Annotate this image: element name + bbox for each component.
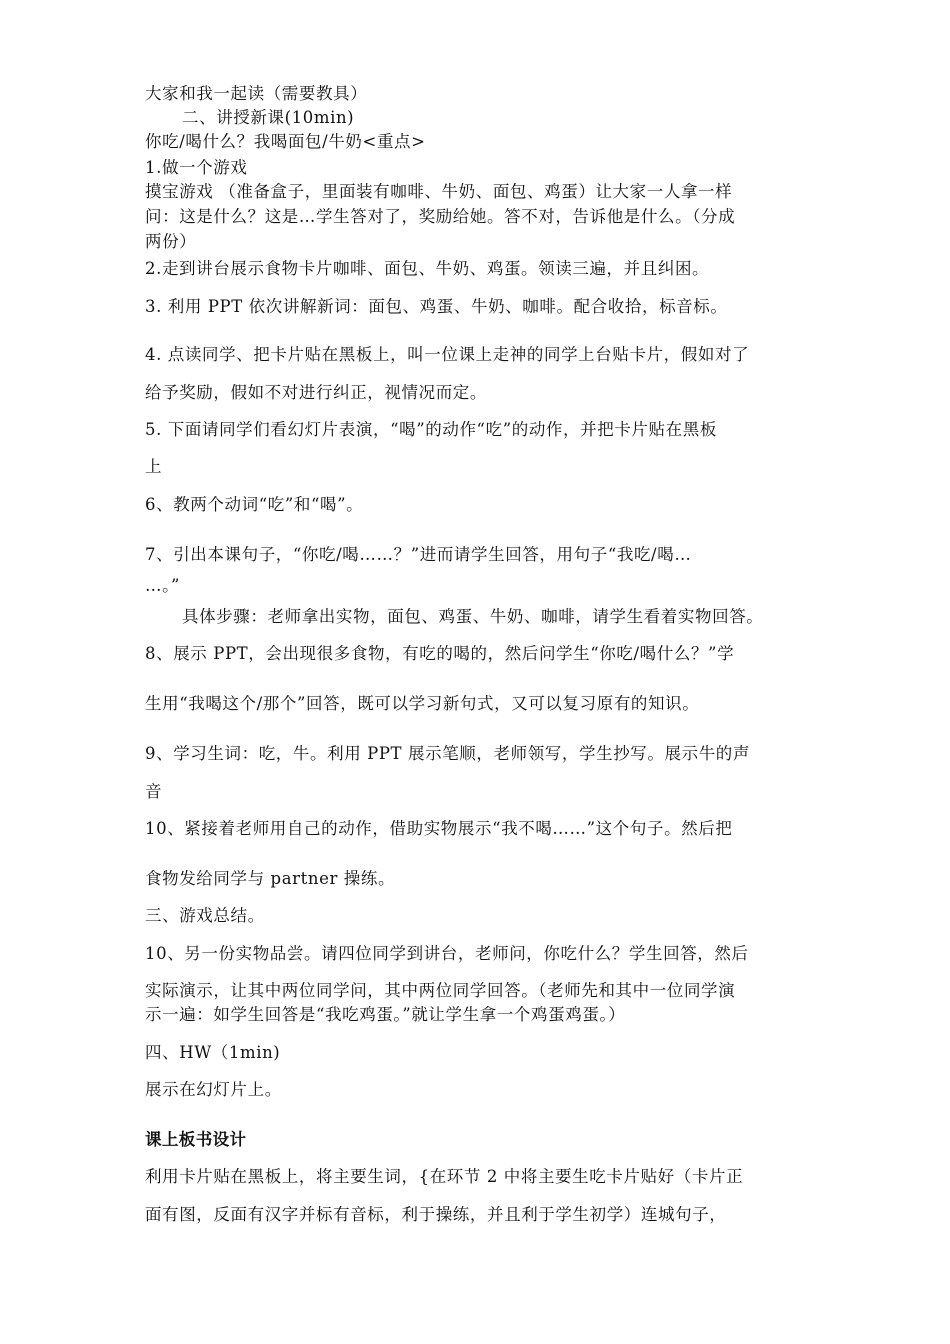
text-line: 4. 点读同学、把卡片贴在黑板上，叫一位课上走神的同学上台贴卡片，假如对了: [145, 345, 750, 364]
text-line: 生用“我喝这个/那个”回答，既可以学习新句式，又可以复习原有的知识。: [145, 694, 700, 713]
text-line: 3. 利用 PPT 依次讲解新词：面包、鸡蛋、牛奶、咖啡。配合收拾，标音标。: [145, 297, 728, 316]
board-design-heading: 课上板书设计: [145, 1130, 247, 1149]
section-heading: 二、讲授新课(10min): [182, 108, 355, 127]
text-line: …。”: [145, 576, 180, 595]
section-heading: 四、HW（1min): [145, 1043, 281, 1062]
text-line: 1.做一个游戏: [145, 158, 248, 177]
text-line: 面有图，反面有汉字并标有音标，利于操练，并且利于学生初学）连城句子，: [145, 1205, 727, 1224]
text-line: 5. 下面请同学们看幻灯片表演，“喝”的动作“吃”的动作，并把卡片贴在黑板: [145, 420, 717, 439]
text-line: 展示在幻灯片上。: [145, 1080, 282, 1099]
text-line: 大家和我一起读（需要教具）: [145, 84, 368, 103]
text-line: 具体步骤：老师拿出实物，面包、鸡蛋、牛奶、咖啡，请学生看着实物回答。: [182, 607, 764, 626]
text-line: 实际演示，让其中两位同学问，其中两位同学回答。（老师先和其中一位同学演: [145, 981, 736, 1000]
text-line: 10、另一份实物品尝。请四位同学到讲台，老师问，你吃什么？学生回答，然后: [145, 944, 749, 963]
text-line: 给予奖励，假如不对进行纠正，视情况而定。: [145, 383, 487, 402]
text-line: 示一遍：如学生回答是“我吃鸡蛋。”就让学生拿一个鸡蛋鸡蛋。）: [145, 1005, 626, 1024]
text-line: 2.走到讲台展示食物卡片咖啡、面包、牛奶、鸡蛋。领读三遍，并且纠困。: [145, 259, 710, 278]
text-line: 7、引出本课句子，“你吃/喝……？”进而请学生回答，用句子“我吃/喝…: [145, 545, 692, 564]
text-line: 10、紧接着老师用自己的动作，借助实物展示“我不喝……”这个句子。然后把: [145, 819, 733, 838]
text-line: 问：这是什么？这是…学生答对了，奖励给她。答不对，告诉他是什么。（分成: [145, 207, 736, 226]
text-line: 8、展示 PPT，会出现很多食物，有吃的喝的，然后问学生“你吃/喝什么？”学: [145, 644, 735, 663]
text-line: 摸宝游戏 （准备盒子，里面装有咖啡、牛奶、面包、鸡蛋）让大家一人拿一样: [145, 182, 733, 201]
text-line: 利用卡片贴在黑板上，将主要生词，{在环节 2 中将主要生吃卡片贴好（卡片正: [145, 1167, 744, 1186]
text-line: 9、学习生词：吃，牛。利用 PPT 展示笔顺，老师领写，学生抄写。展示牛的声: [145, 744, 750, 763]
text-line: 两份）: [145, 232, 197, 251]
text-line: 上: [145, 457, 163, 476]
text-line: 你吃/喝什么？我喝面包/牛奶<重点>: [145, 132, 426, 151]
text-line: 音: [145, 782, 163, 801]
text-line: 食物发给同学与 partner 操练。: [145, 869, 396, 888]
section-heading: 三、游戏总结。: [145, 906, 265, 925]
text-line: 6、教两个动词“吃”和“喝”。: [145, 495, 364, 514]
